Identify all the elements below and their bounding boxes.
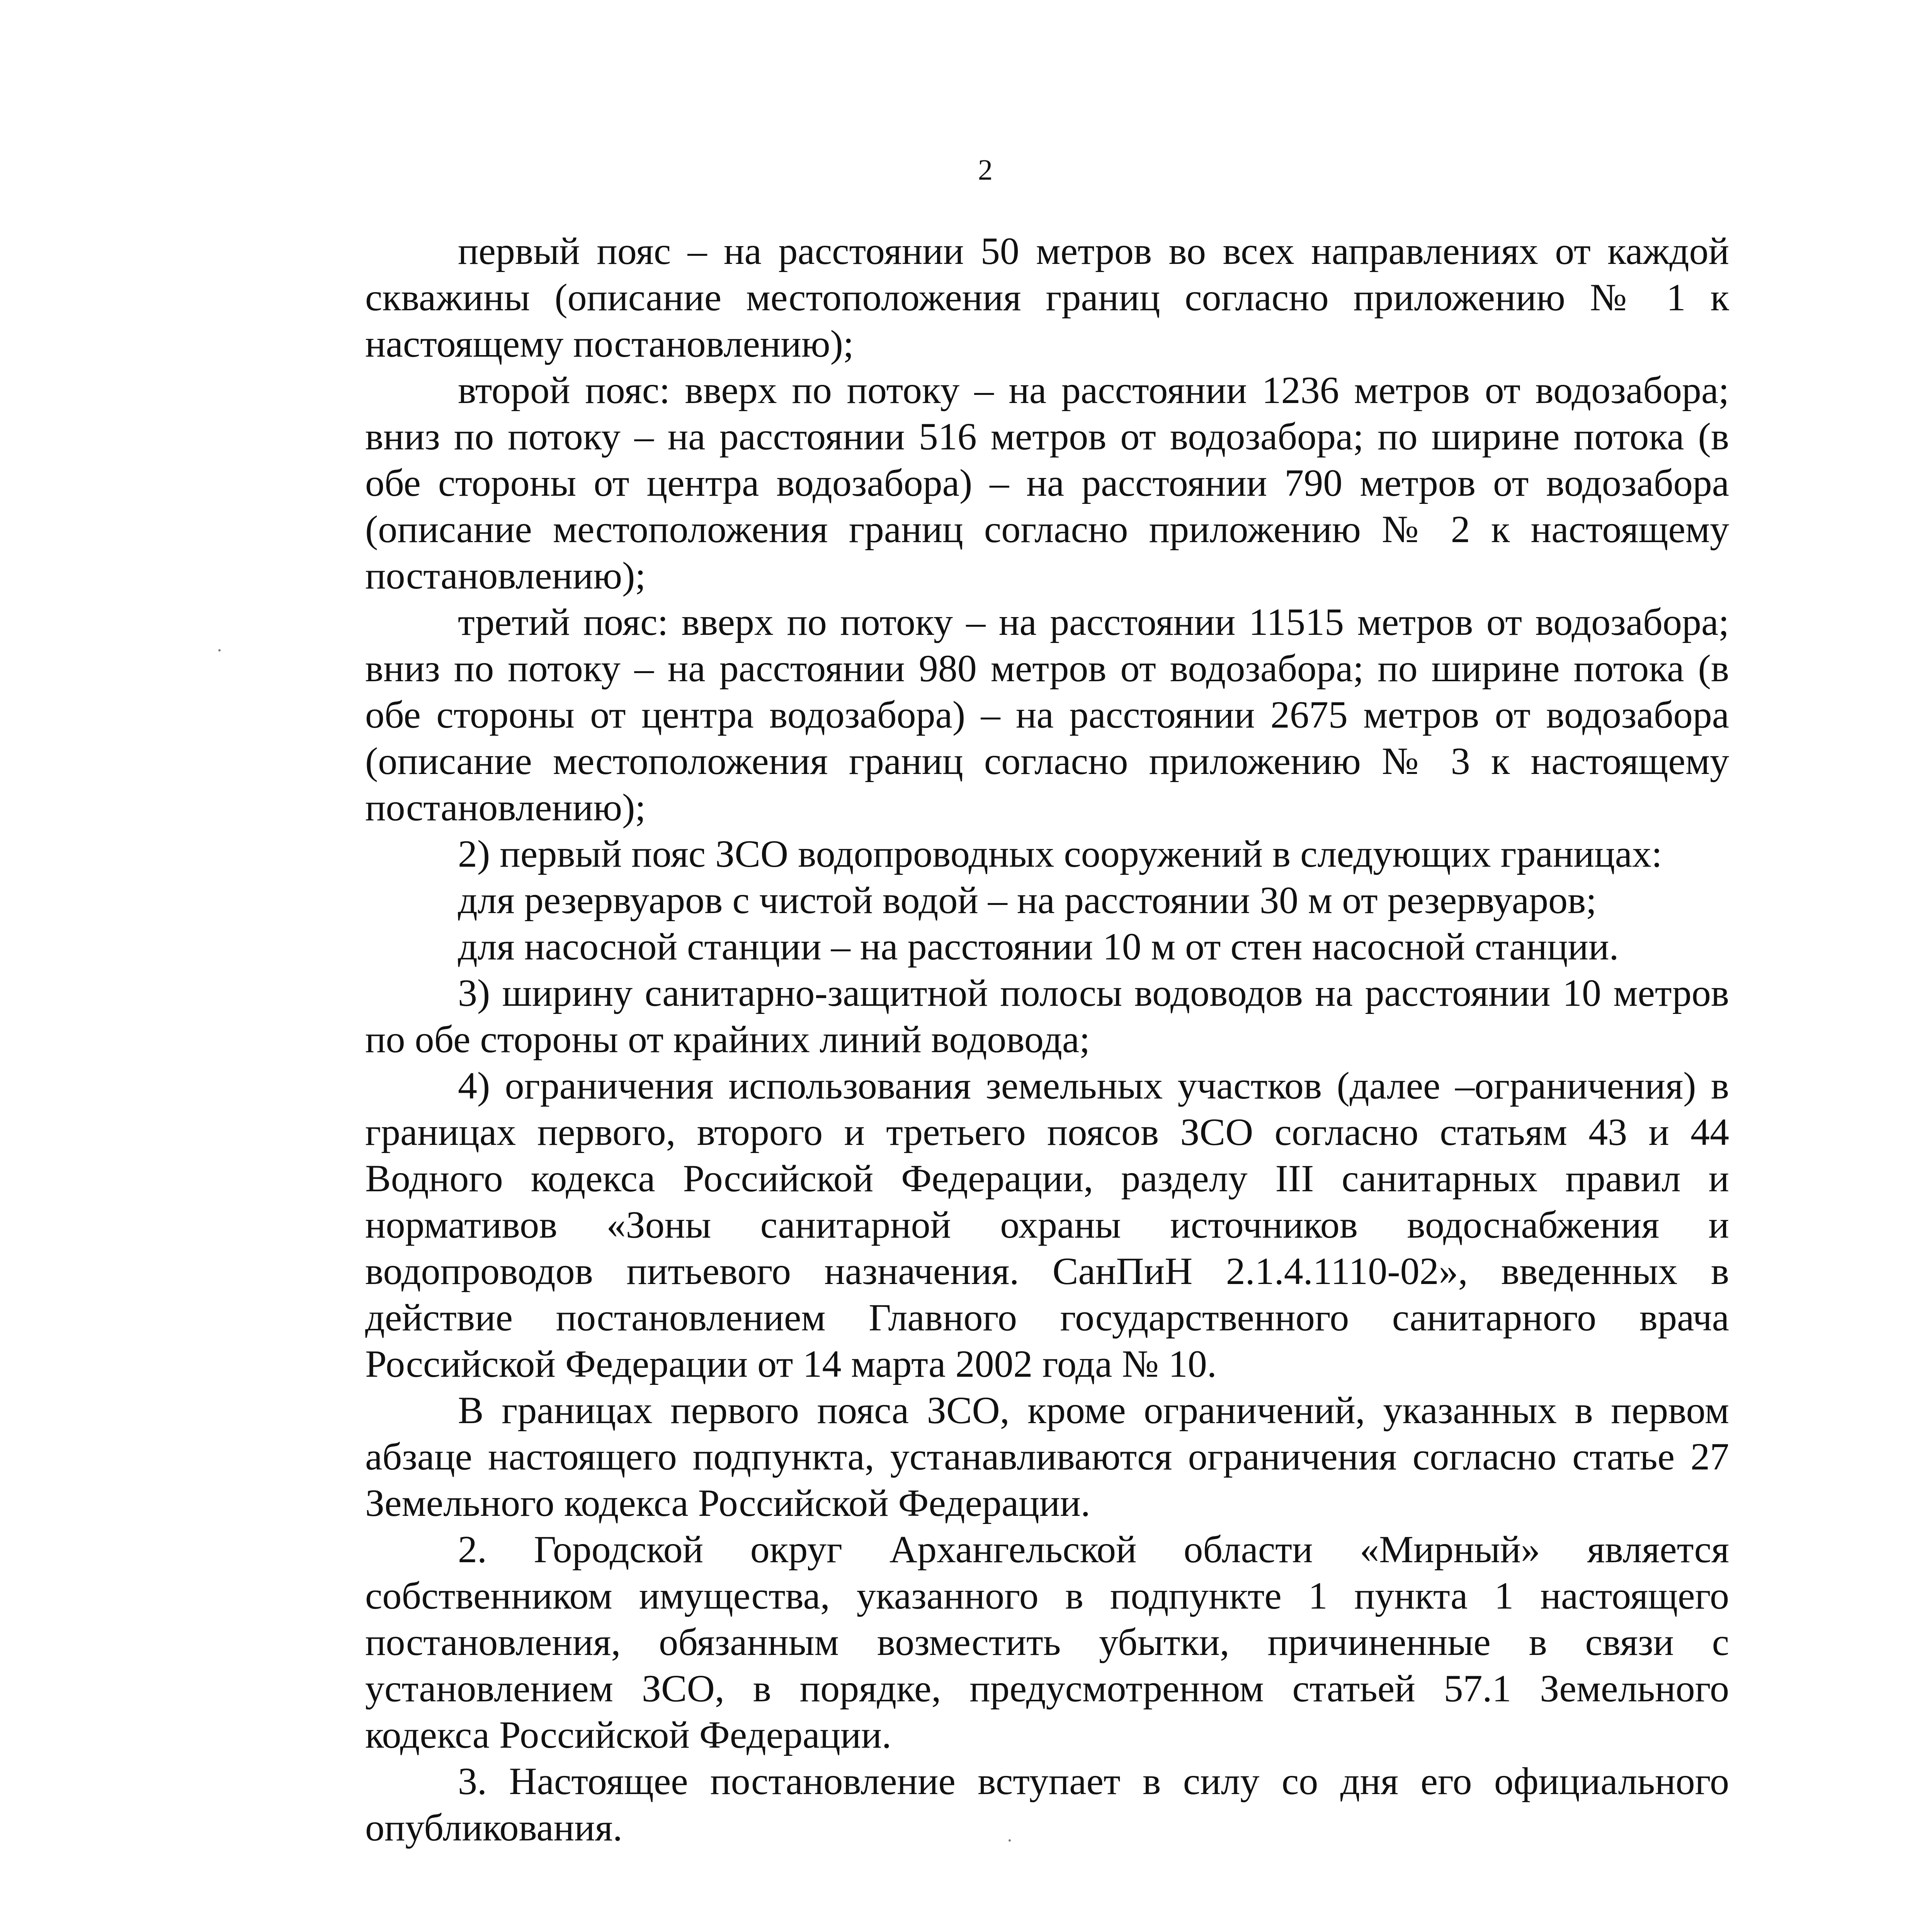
paragraph-first-belt-restrictions: В границах первого пояса ЗСО, кроме ограничений, указанных в первом абзаце настоящего подпункта, устанавливаются ограничения согласно статье 27 Земельного кодекса Российской Федерации.	[365, 1389, 1729, 1524]
paragraph-reservoirs: для резервуаров с чистой водой – на расстоянии 30 м от резервуаров;	[458, 879, 1597, 922]
paragraph-section-2: 2. Городской округ Архангельской области «Мирный» является собственником имущества, указанного в подпункте 1 пункта 1 настоящего постановления, обязанным возместить убытки, причиненные в связи с установлением ЗСО, в порядке, предусмотренном статьей 57.1 Земельного кодекса Российской Федерации.	[365, 1528, 1729, 1756]
paragraph-section-3: 3. Настоящее постановление вступает в силу со дня его официального опубликования.	[365, 1760, 1729, 1849]
paragraph-second-belt: второй пояс: вверх по потоку – на расстоянии 1236 метров от водозабора; вниз по потоку – на расстоянии 516 метров от водозабора; по ширине потока (в обе стороны от центра водозабора) – на расстоянии 790 метров от водозабора (описание местоположения границ согласно приложению № 2 к настоящему постановлению);	[365, 369, 1729, 597]
scan-noise-dot	[1009, 1839, 1011, 1842]
scan-noise-dot	[218, 649, 221, 651]
paragraph-item-2: 2) первый пояс ЗСО водопроводных сооружений в следующих границах:	[458, 832, 1662, 875]
document-body	[365, 228, 1729, 1851]
paragraph-pumping-station: для насосной станции – на расстоянии 10 м от стен насосной станции.	[458, 925, 1619, 968]
paragraph-item-3: 3) ширину санитарно-защитной полосы водоводов на расстоянии 10 метров по обе стороны от крайних линий водовода;	[365, 971, 1729, 1061]
paragraph-first-belt: первый пояс – на расстоянии 50 метров во всех направлениях от каждой скважины (описание местоположения границ согласно приложению № 1 к настоящему постановлению);	[365, 230, 1729, 365]
paragraph-item-4: 4) ограничения использования земельных участков (далее –ограничения) в границах первого, второго и третьего поясов ЗСО согласно статьям 43 и 44 Водного кодекса Российской Федерации, разделу III санитарных правил и нормативов «Зоны санитарной охраны источников водоснабжения и водопроводов питьевого назначения. СанПиН 2.1.4.1110-02», введенных в действие постановлением Главного государственного санитарного врача Российской Федерации от 14 марта 2002 года № 10.	[365, 1064, 1729, 1385]
paragraph-third-belt: третий пояс: вверх по потоку – на расстоянии 11515 метров от водозабора; вниз по потоку – на расстоянии 980 метров от водозабора; по ширине потока (в обе стороны от центра водозабора) – на расстоянии 2675 метров от водозабора (описание местоположения границ согласно приложению № 3 к настоящему постановлению);	[365, 600, 1729, 829]
page-number: 2	[978, 154, 993, 186]
